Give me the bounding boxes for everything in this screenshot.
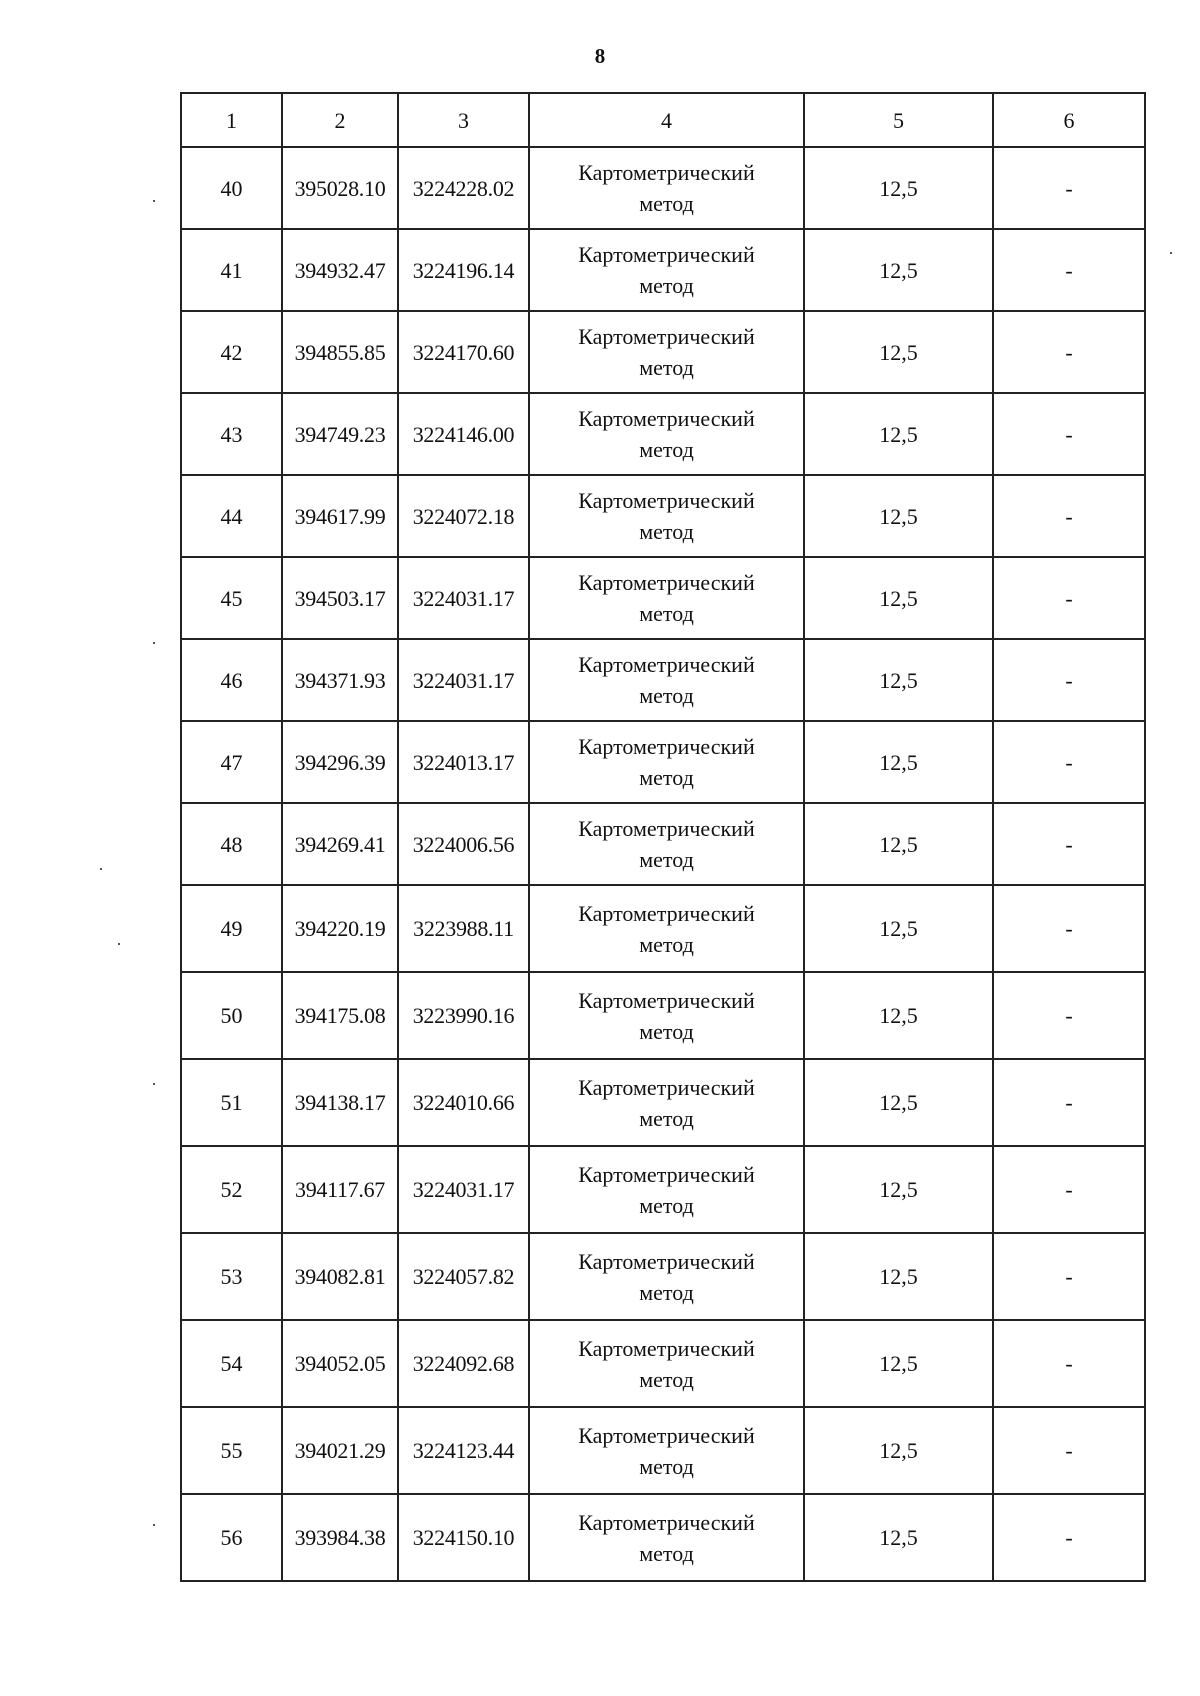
table-row [181, 147, 1145, 229]
method-cell [529, 885, 804, 972]
table-row [181, 803, 1145, 885]
method-line-2: метод [639, 191, 694, 216]
y-coordinate-cell: 3224031.17 [398, 557, 529, 639]
scan-speck [1170, 252, 1172, 254]
method-line-1: Картометрический [578, 816, 755, 841]
method-line-2: метод [639, 1279, 694, 1305]
table-row [181, 1059, 1145, 1146]
method-cell [529, 1146, 804, 1233]
method-line-1: Картометрический [578, 570, 755, 595]
note-cell: - [993, 311, 1145, 393]
page-number: 8 [594, 44, 606, 68]
accuracy-cell: 12,5 [804, 721, 993, 803]
point-number-cell: 40 [181, 147, 282, 229]
point-number-cell: 49 [181, 885, 282, 972]
method-line-1: Картометрический [578, 1074, 755, 1100]
accuracy-cell: 12,5 [804, 1320, 993, 1407]
y-coordinate-cell: 3224146.00 [398, 393, 529, 475]
header-cell: 4 [529, 93, 804, 147]
note-cell: - [993, 1059, 1145, 1146]
x-coordinate-cell: 394138.17 [282, 1059, 398, 1146]
x-coordinate-cell: 394175.08 [282, 972, 398, 1059]
method-cell [529, 1059, 804, 1146]
point-number-cell: 54 [181, 1320, 282, 1407]
table-row [181, 475, 1145, 557]
table-row [181, 1146, 1145, 1233]
header-cell: 2 [282, 93, 398, 147]
x-coordinate-cell: 394503.17 [282, 557, 398, 639]
table-row [181, 1494, 1145, 1581]
method-line-1: Картометрический [578, 734, 755, 759]
note-cell: - [993, 1320, 1145, 1407]
method-cell [529, 639, 804, 721]
note-cell: - [993, 1233, 1145, 1320]
point-number-cell: 43 [181, 393, 282, 475]
method-cell [529, 1233, 804, 1320]
point-number-cell: 52 [181, 1146, 282, 1233]
y-coordinate-cell: 3224006.56 [398, 803, 529, 885]
method-cell [529, 803, 804, 885]
point-number-cell: 47 [181, 721, 282, 803]
x-coordinate-cell: 394269.41 [282, 803, 398, 885]
point-number-cell: 56 [181, 1494, 282, 1581]
x-coordinate-cell: 394082.81 [282, 1233, 398, 1320]
header-row [181, 93, 1145, 147]
x-coordinate-cell: 394021.29 [282, 1407, 398, 1494]
point-number-cell: 42 [181, 311, 282, 393]
x-coordinate-cell: 394220.19 [282, 885, 398, 972]
x-coordinate-cell: 395028.10 [282, 147, 398, 229]
x-coordinate-cell: 394617.99 [282, 475, 398, 557]
note-cell: - [993, 803, 1145, 885]
accuracy-cell: 12,5 [804, 393, 993, 475]
note-cell: - [993, 229, 1145, 311]
accuracy-cell: 12,5 [804, 803, 993, 885]
y-coordinate-cell: 3224196.14 [398, 229, 529, 311]
table-row [181, 721, 1145, 803]
accuracy-cell: 12,5 [804, 475, 993, 557]
note-cell: - [993, 1494, 1145, 1581]
scan-speck [100, 868, 102, 870]
header-cell: 6 [993, 93, 1145, 147]
method-line-2: метод [639, 1192, 694, 1218]
method-line-1: Картометрический [578, 1509, 755, 1535]
method-line-2: метод [639, 519, 694, 544]
table-row [181, 1407, 1145, 1494]
method-line-1: Картометрический [578, 652, 755, 677]
method-cell [529, 1407, 804, 1494]
coordinates-table [180, 92, 1146, 1582]
point-number-cell: 51 [181, 1059, 282, 1146]
x-coordinate-cell: 394117.67 [282, 1146, 398, 1233]
x-coordinate-cell: 394932.47 [282, 229, 398, 311]
method-line-1: Картометрический [578, 242, 755, 267]
note-cell: - [993, 475, 1145, 557]
accuracy-cell: 12,5 [804, 1233, 993, 1320]
method-line-2: метод [639, 355, 694, 380]
table-row [181, 393, 1145, 475]
x-coordinate-cell: 394052.05 [282, 1320, 398, 1407]
y-coordinate-cell: 3224123.44 [398, 1407, 529, 1494]
y-coordinate-cell: 3223990.16 [398, 972, 529, 1059]
y-coordinate-cell: 3224092.68 [398, 1320, 529, 1407]
table-row [181, 885, 1145, 972]
note-cell: - [993, 393, 1145, 475]
method-line-1: Картометрический [578, 987, 755, 1013]
y-coordinate-cell: 3224013.17 [398, 721, 529, 803]
scan-speck [153, 1083, 155, 1085]
method-line-1: Картометрический [578, 900, 755, 926]
point-number-cell: 45 [181, 557, 282, 639]
table-row [181, 557, 1145, 639]
method-cell [529, 1494, 804, 1581]
method-cell [529, 147, 804, 229]
note-cell: - [993, 885, 1145, 972]
method-line-1: Картометрический [578, 160, 755, 185]
note-cell: - [993, 147, 1145, 229]
point-number-cell: 46 [181, 639, 282, 721]
y-coordinate-cell: 3224072.18 [398, 475, 529, 557]
accuracy-cell: 12,5 [804, 1146, 993, 1233]
note-cell: - [993, 721, 1145, 803]
x-coordinate-cell: 394855.85 [282, 311, 398, 393]
method-cell [529, 972, 804, 1059]
method-line-2: метод [639, 601, 694, 626]
method-line-1: Картометрический [578, 406, 755, 431]
method-line-2: метод [639, 765, 694, 790]
x-coordinate-cell: 394296.39 [282, 721, 398, 803]
method-line-1: Картометрический [578, 1161, 755, 1187]
table-row [181, 639, 1145, 721]
point-number-cell: 50 [181, 972, 282, 1059]
scan-speck [153, 1524, 155, 1526]
method-line-2: метод [639, 1018, 694, 1044]
note-cell: - [993, 557, 1145, 639]
y-coordinate-cell: 3224228.02 [398, 147, 529, 229]
scan-speck [153, 642, 155, 644]
method-line-2: метод [639, 1105, 694, 1131]
x-coordinate-cell: 394749.23 [282, 393, 398, 475]
method-line-2: метод [639, 683, 694, 708]
accuracy-cell: 12,5 [804, 1494, 993, 1581]
table-row [181, 972, 1145, 1059]
header-cell: 5 [804, 93, 993, 147]
method-cell [529, 229, 804, 311]
method-line-1: Картометрический [578, 1422, 755, 1448]
y-coordinate-cell: 3224170.60 [398, 311, 529, 393]
table-row [181, 229, 1145, 311]
method-cell [529, 393, 804, 475]
method-line-2: метод [639, 273, 694, 298]
x-coordinate-cell: 393984.38 [282, 1494, 398, 1581]
method-cell [529, 1320, 804, 1407]
header-cell: 1 [181, 93, 282, 147]
method-cell [529, 475, 804, 557]
x-coordinate-cell: 394371.93 [282, 639, 398, 721]
y-coordinate-cell: 3224010.66 [398, 1059, 529, 1146]
note-cell: - [993, 1407, 1145, 1494]
point-number-cell: 55 [181, 1407, 282, 1494]
accuracy-cell: 12,5 [804, 229, 993, 311]
note-cell: - [993, 1146, 1145, 1233]
scan-speck [153, 200, 155, 202]
method-line-1: Картометрический [578, 1248, 755, 1274]
note-cell: - [993, 639, 1145, 721]
method-line-1: Картометрический [578, 488, 755, 513]
accuracy-cell: 12,5 [804, 1059, 993, 1146]
method-line-2: метод [639, 1366, 694, 1392]
y-coordinate-cell: 3224031.17 [398, 639, 529, 721]
y-coordinate-cell: 3223988.11 [398, 885, 529, 972]
table-row [181, 1320, 1145, 1407]
point-number-cell: 48 [181, 803, 282, 885]
table-row [181, 311, 1145, 393]
method-line-2: метод [639, 931, 694, 957]
y-coordinate-cell: 3224057.82 [398, 1233, 529, 1320]
point-number-cell: 53 [181, 1233, 282, 1320]
scan-speck [118, 943, 120, 945]
method-line-1: Картометрический [578, 1335, 755, 1361]
method-line-2: метод [639, 1540, 694, 1566]
note-cell: - [993, 972, 1145, 1059]
point-number-cell: 44 [181, 475, 282, 557]
method-cell [529, 721, 804, 803]
accuracy-cell: 12,5 [804, 972, 993, 1059]
method-line-2: метод [639, 847, 694, 872]
accuracy-cell: 12,5 [804, 639, 993, 721]
accuracy-cell: 12,5 [804, 557, 993, 639]
accuracy-cell: 12,5 [804, 885, 993, 972]
y-coordinate-cell: 3224031.17 [398, 1146, 529, 1233]
accuracy-cell: 12,5 [804, 147, 993, 229]
point-number-cell: 41 [181, 229, 282, 311]
y-coordinate-cell: 3224150.10 [398, 1494, 529, 1581]
method-line-2: метод [639, 437, 694, 462]
header-cell: 3 [398, 93, 529, 147]
accuracy-cell: 12,5 [804, 311, 993, 393]
table-row [181, 1233, 1145, 1320]
accuracy-cell: 12,5 [804, 1407, 993, 1494]
method-line-1: Картометрический [578, 324, 755, 349]
method-line-2: метод [639, 1453, 694, 1479]
method-cell [529, 557, 804, 639]
method-cell [529, 311, 804, 393]
